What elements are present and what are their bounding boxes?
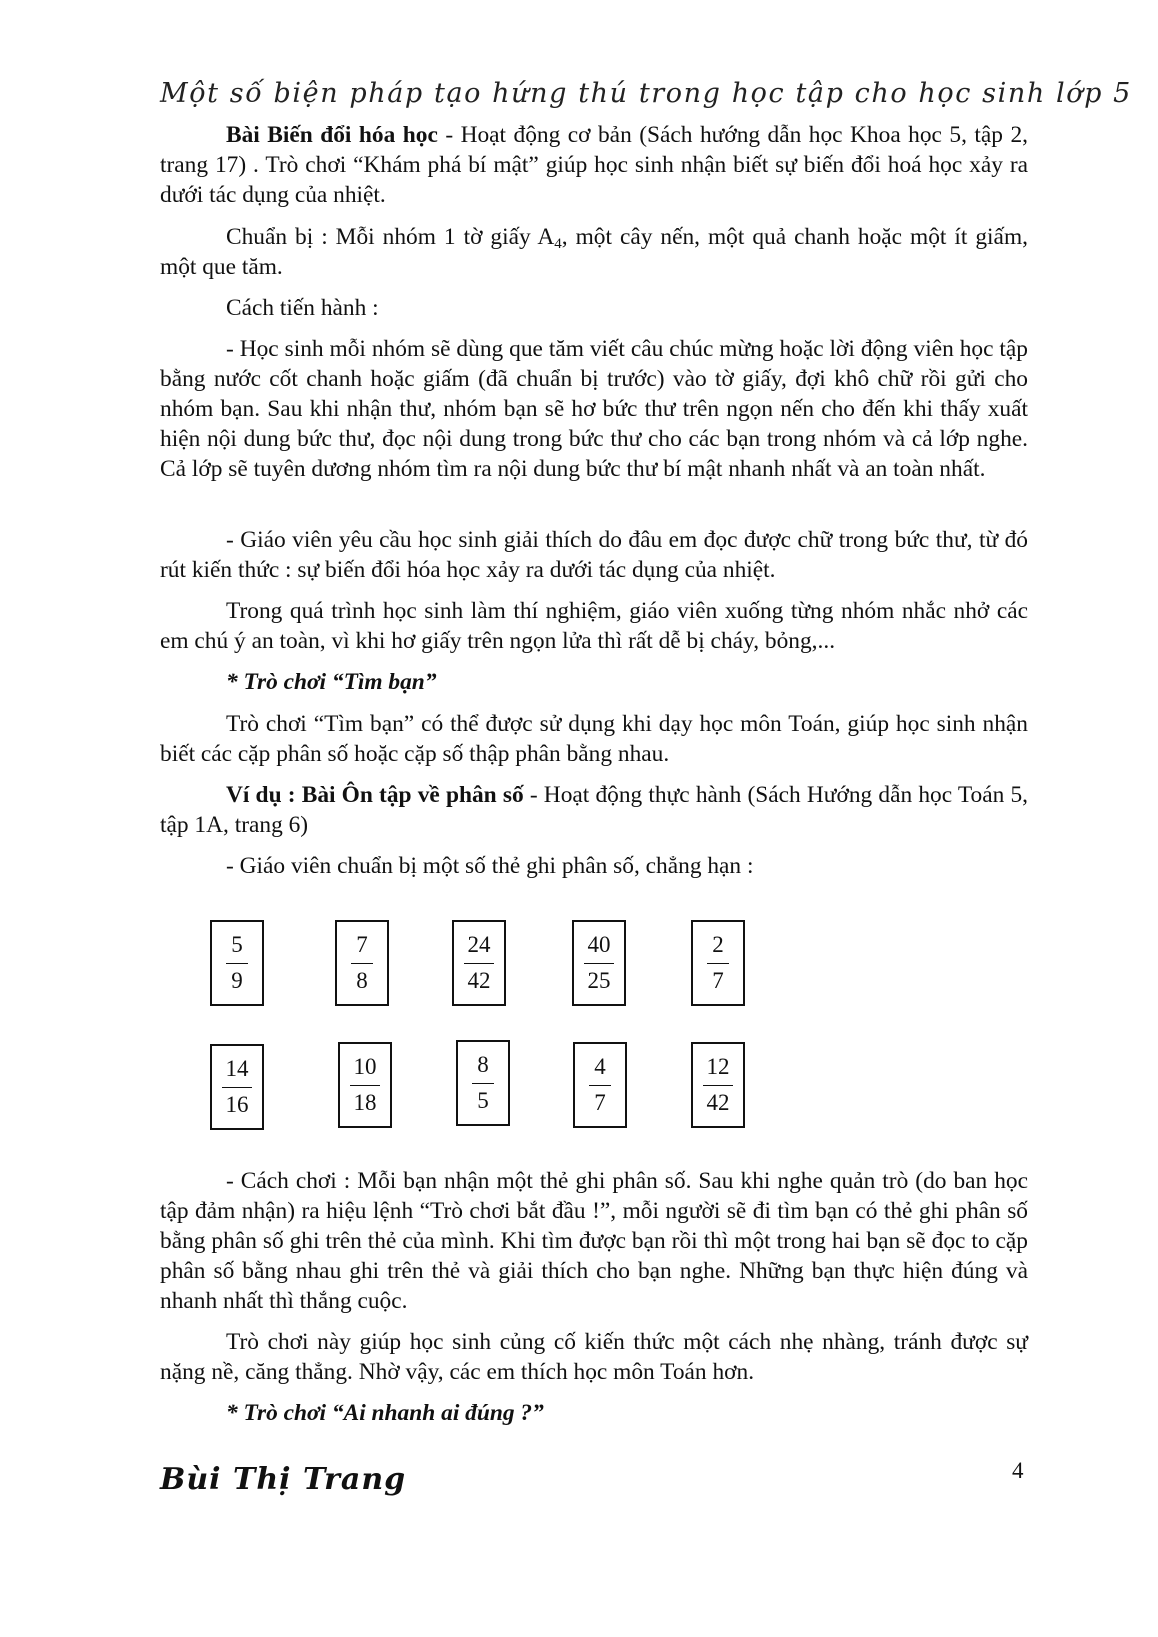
fraction-card [572,920,626,1006]
prep-text: Chuẩn bị : Mỗi nhóm 1 tờ giấy A [226,224,555,250]
fraction-denominator: 42 [706,1090,730,1116]
intro-text: - Hoạt động cơ bản (Sách hướng dẫn học Khoa học 5, tập 2, trang 17) . Trò chơi “Khám phá bí mật” giúp học sinh nhận biết sự biến đổi hoá học xảy ra dưới tác dụng của nhiệt. [160,122,1028,208]
fraction-denominator: 18 [353,1090,377,1116]
fraction-card [573,1042,627,1128]
paragraph-intro [160,120,1028,210]
fraction-card [210,920,264,1006]
lesson-title: Bài Biến đổi hóa học [226,122,438,148]
paragraph-find-friend: Trò chơi “Tìm bạn” có thể được sử dụng khi dạy học môn Toán, giúp học sinh nhận biết các cặp phân số hoặc cặp số thập phân bằng nhau. [160,711,1028,767]
footer-author: Bùi Thị Trang [160,1462,407,1497]
fraction-bar [472,1083,494,1085]
paragraph-example [160,780,1028,840]
page-number: 4 [1012,1458,1024,1483]
fraction-card [210,1044,264,1130]
fraction-denominator: 5 [477,1088,489,1114]
fraction-bar [226,963,248,965]
paragraph-cards-intro: - Giáo viên chuẩn bị một số thẻ ghi phân số, chẳng hạn : [226,853,754,879]
fraction-card [338,1042,392,1128]
fraction-numerator: 14 [225,1055,249,1081]
paragraph-preparation [160,222,1028,282]
fraction-bar [222,1087,252,1089]
heading-find-friend-game: * Trò chơi “Tìm bạn” [226,669,437,695]
paragraph-procedure: - Học sinh mỗi nhóm sẽ dùng que tăm viết câu chúc mừng hoặc lời động viên học tập bằng nước cốt chanh hoặc giấm (đã chuẩn bị trước) vào tờ giấy, đợi khô chữ rồi gửi cho nhóm bạn. Sau khi nhận thư, nhóm bạn sẽ hơ bức thư trên ngọn nến cho đến khi thấy xuất hiện nội dung bức thư, đọc nội dung trong bức thư cho các bạn trong nhóm và cả lớp nghe. Cả lớp sẽ tuyên dương nhóm tìm ra nội dung bức thư bí mật nhanh nhất và an toàn nhất. [160,336,1028,482]
fraction-bar [707,963,729,965]
fraction-bar [350,1085,380,1087]
example-title: Ví dụ : Bài Ôn tập về phân số [226,782,524,808]
paragraph-benefit: Trò chơi này giúp học sinh củng cố kiến thức một cách nhẹ nhàng, tránh được sự nặng nề, căng thẳng. Nhờ vậy, các em thích học môn Toán hơn. [160,1329,1028,1385]
fraction-denominator: 7 [594,1090,606,1116]
fraction-numerator: 4 [594,1053,606,1079]
fraction-denominator: 9 [231,968,243,994]
fraction-denominator: 7 [712,968,724,994]
paragraph-procedure-label: Cách tiến hành : [226,295,379,321]
fraction-card [691,920,745,1006]
fraction-bar [464,963,494,965]
fraction-numerator: 2 [712,931,724,957]
heading-who-fast-game: * Trò chơi “Ai nhanh ai đúng ?” [226,1400,544,1426]
fraction-numerator: 12 [706,1053,730,1079]
fraction-numerator: 10 [353,1053,377,1079]
prep-subscript: 4 [554,236,562,252]
fraction-denominator: 25 [587,968,611,994]
paragraph-how-to-play: - Cách chơi : Mỗi bạn nhận một thẻ ghi phân số. Sau khi nghe quản trò (do ban học tập đảm nhận) ra hiệu lệnh “Trò chơi bắt đầu !”, mỗi người sẽ đi tìm bạn có thẻ ghi phân số bằng phân số ghi trên thẻ của mình. Khi tìm được bạn rồi thì một trong hai bạn sẽ đọc to cặp phân số bằng nhau ghi trên thẻ và giải thích cho bạn nghe. Những bạn thực hiện đúng và nhanh nhất thì thắng cuộc. [160,1168,1028,1314]
fraction-numerator: 24 [467,931,491,957]
fraction-bar [584,963,614,965]
fraction-denominator: 42 [467,968,491,994]
example-text: - Hoạt động thực hành (Sách Hướng dẫn học Toán 5, tập 1A, trang 6) [160,782,1028,838]
fraction-card [452,920,506,1006]
page-header-title: Một số biện pháp tạo hứng thú trong học tập cho học sinh lớp 5 [160,78,1132,109]
fraction-bar [703,1085,733,1087]
fraction-card [335,920,389,1006]
fraction-card [691,1042,745,1128]
fraction-bar [351,963,373,965]
fraction-numerator: 7 [356,931,368,957]
paragraph-teacher-asks: - Giáo viên yêu cầu học sinh giải thích do đâu em đọc được chữ trong bức thư, từ đó rút kiến thức : sự biến đổi hóa học xảy ra dưới tác dụng của nhiệt. [160,527,1028,583]
fraction-numerator: 8 [477,1051,489,1077]
fraction-denominator: 8 [356,968,368,994]
paragraph-safety: Trong quá trình học sinh làm thí nghiệm, giáo viên xuống từng nhóm nhắc nhở các em chú ý an toàn, vì khi hơ giấy trên ngọn lửa thì rất dễ bị cháy, bỏng,... [160,598,1028,654]
fraction-bar [589,1085,611,1087]
prep-text-end: , một cây nến, một quả chanh hoặc một ít giấm, một que tăm. [160,224,1028,280]
fraction-card [456,1040,510,1126]
fraction-numerator: 40 [587,931,611,957]
fraction-denominator: 16 [225,1092,249,1118]
fraction-numerator: 5 [231,931,243,957]
